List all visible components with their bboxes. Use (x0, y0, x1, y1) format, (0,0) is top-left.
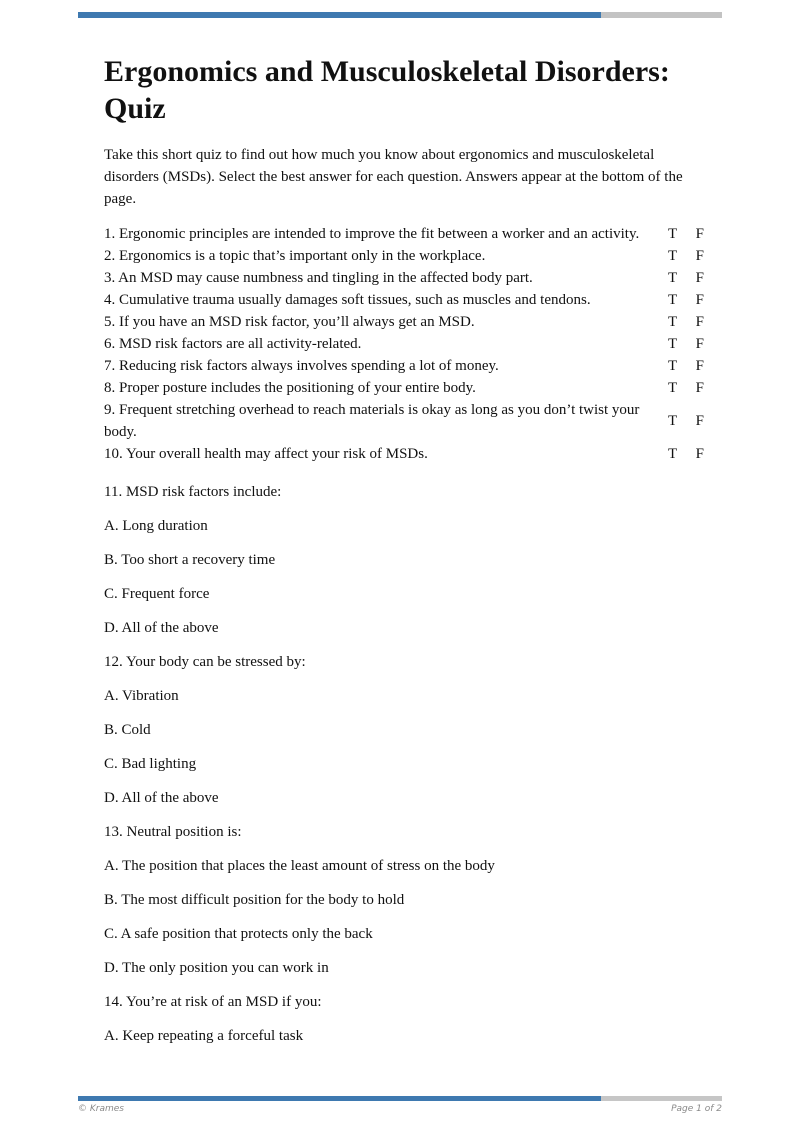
document-body (104, 53, 704, 1059)
tf-options (668, 245, 704, 267)
false-option: F (695, 270, 704, 286)
mc-option: A. Keep repeating a forceful task (104, 1028, 304, 1044)
question-text: 9. Frequent stretching overhead to reach materials is okay as long as you don’t twist your body. (104, 402, 640, 440)
top-divider-bar (78, 12, 722, 18)
true-option: T (668, 248, 678, 264)
true-option: T (668, 413, 678, 429)
tf-options (668, 333, 704, 355)
tf-options (668, 223, 704, 245)
footer-meta-row (78, 1104, 722, 1114)
mc-option: B. Too short a recovery time (104, 552, 276, 568)
true-option: T (668, 380, 678, 396)
false-option: F (695, 380, 704, 396)
mc-option: D. All of the above (104, 620, 219, 636)
question-text: 7. Reducing risk factors always involves spending a lot of money. (104, 358, 499, 374)
true-option: T (668, 270, 678, 286)
mc-question-text: 11. MSD risk factors include: (104, 484, 282, 500)
tf-question-row (104, 399, 704, 443)
mc-option: C. A safe position that protects only the back (104, 926, 373, 942)
page-number: Page 1 of 2 (671, 1104, 722, 1114)
mc-option: A. Vibration (104, 688, 179, 704)
mc-option: C. Frequent force (104, 586, 210, 602)
false-option: F (695, 358, 704, 374)
tf-options (668, 443, 704, 465)
tf-options (668, 267, 704, 289)
question-text: 10. Your overall health may affect your risk of MSDs. (104, 446, 428, 462)
mc-option: A. Long duration (104, 518, 208, 534)
false-option: F (695, 314, 704, 330)
mc-option: C. Bad lighting (104, 756, 197, 772)
true-option: T (668, 446, 678, 462)
question-text: 1. Ergonomic principles are intended to improve the fit between a worker and an activity. (104, 226, 640, 242)
true-option: T (668, 336, 678, 352)
tf-question-row (104, 311, 704, 333)
false-option: F (695, 292, 704, 308)
tf-question-row (104, 333, 704, 355)
tf-options (668, 311, 704, 333)
question-text: 3. An MSD may cause numbness and tingling in the affected body part. (104, 270, 533, 286)
footer-divider-bar (78, 1096, 722, 1101)
false-option: F (695, 446, 704, 462)
mc-question-text: 13. Neutral position is: (104, 824, 242, 840)
mc-question-text: 14. You’re at risk of an MSD if you: (104, 994, 322, 1010)
mc-option: D. The only position you can work in (104, 960, 329, 976)
top-divider-blue-segment (78, 12, 601, 18)
top-divider-gray-segment (601, 12, 722, 18)
intro-paragraph: Take this short quiz to find out how much you know about ergonomics and musculoskeletal disorders (MSDs). Select the best answer for each question. Answers appear at the bottom of the page. (104, 147, 683, 207)
tf-options (668, 289, 704, 311)
copyright-text: © Krames (78, 1104, 124, 1114)
mc-option: B. Cold (104, 722, 151, 738)
question-text: 5. If you have an MSD risk factor, you’ll always get an MSD. (104, 314, 475, 330)
true-option: T (668, 292, 678, 308)
tf-question-row (104, 443, 704, 465)
multiple-choice-section (104, 481, 704, 1047)
page-footer (78, 1096, 722, 1114)
footer-divider-blue-segment (78, 1096, 601, 1101)
false-option: F (695, 226, 704, 242)
page-title: Ergonomics and Musculoskeletal Disorders: Quiz (104, 55, 670, 125)
tf-question-row (104, 355, 704, 377)
tf-options (668, 410, 704, 432)
question-text: 4. Cumulative trauma usually damages soft tissues, such as muscles and tendons. (104, 292, 591, 308)
mc-option: D. All of the above (104, 790, 219, 806)
question-text: 8. Proper posture includes the positioning of your entire body. (104, 380, 476, 396)
tf-question-row (104, 289, 704, 311)
mc-option: B. The most difficult position for the body to hold (104, 892, 405, 908)
tf-options (668, 355, 704, 377)
mc-option: A. The position that places the least amount of stress on the body (104, 858, 495, 874)
tf-options (668, 377, 704, 399)
false-option: F (695, 248, 704, 264)
false-option: F (695, 336, 704, 352)
tf-question-row (104, 267, 704, 289)
footer-divider-gray-segment (601, 1096, 722, 1101)
mc-question-text: 12. Your body can be stressed by: (104, 654, 306, 670)
true-option: T (668, 358, 678, 374)
question-text: 2. Ergonomics is a topic that’s important only in the workplace. (104, 248, 486, 264)
true-option: T (668, 226, 678, 242)
true-option: T (668, 314, 678, 330)
tf-question-row (104, 377, 704, 399)
tf-question-row (104, 223, 704, 245)
tf-question-row (104, 245, 704, 267)
true-false-section (104, 223, 704, 465)
question-text: 6. MSD risk factors are all activity-related. (104, 336, 362, 352)
false-option: F (695, 413, 704, 429)
